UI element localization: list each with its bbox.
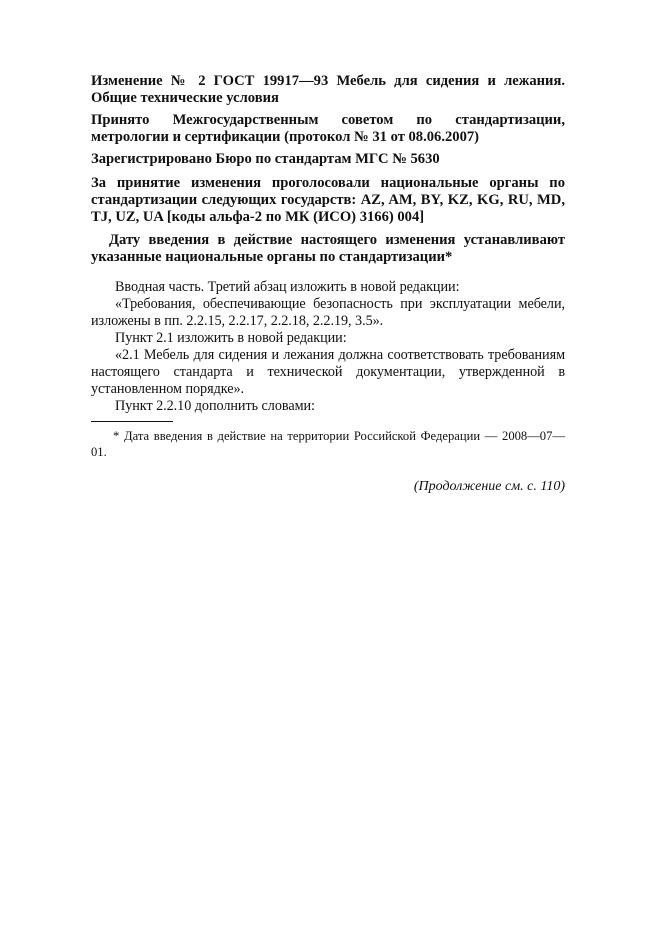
body-paragraph-intro: Вводная часть. Третий абзац изложить в новой редакции: bbox=[115, 279, 460, 295]
amendment-title: Изменение № 2 ГОСТ 19917—93 Мебель для сидения и лежания. Общие технические условия bbox=[91, 73, 565, 106]
body-paragraph-clause-2-1-quote: «2.1 Мебель для сидения и лежания должна соответствовать требованиям настоящего стандарта и технической документации, утвержденной в установленном порядке». bbox=[91, 347, 565, 397]
document-page bbox=[91, 73, 565, 495]
continuation-note: (Продолжение см. с. 110) bbox=[413, 479, 565, 494]
registration-statement: Зарегистрировано Бюро по стандартам МГС № 5630 bbox=[91, 151, 440, 167]
adopted-statement: Принято Межгосударственным советом по стандартизации, метрологии и сертификации (протокол № 31 от 08.06.2007) bbox=[91, 112, 565, 145]
body-paragraph-clause-2-2-10: Пункт 2.2.10 дополнить словами: bbox=[115, 398, 315, 414]
footnote: * Дата введения в действие на территории Российской Федерации — 2008—07—01. bbox=[91, 429, 565, 459]
body-paragraph-safety-quote: «Требования, обеспечивающие безопасность при эксплуатации мебели, изложены в пп. 2.2.15, 2.2.17, 2.2.18, 2.2.19, 3.5». bbox=[91, 296, 565, 329]
effective-date-statement: Дату введения в действие настоящего изменения устанавливают указанные национальные органы по стандартизации* bbox=[91, 232, 565, 265]
footnote-divider bbox=[91, 421, 173, 422]
voting-statement: За принятие изменения проголосовали национальные органы по стандартизации следующих государств: AZ, AM, BY, KZ, KG, RU, MD, TJ, UZ, UA [коды альфа-2 по МК (ИСО) 3166) 004] bbox=[91, 175, 565, 225]
body-paragraph-clause-2-1: Пункт 2.1 изложить в новой редакции: bbox=[115, 330, 347, 346]
